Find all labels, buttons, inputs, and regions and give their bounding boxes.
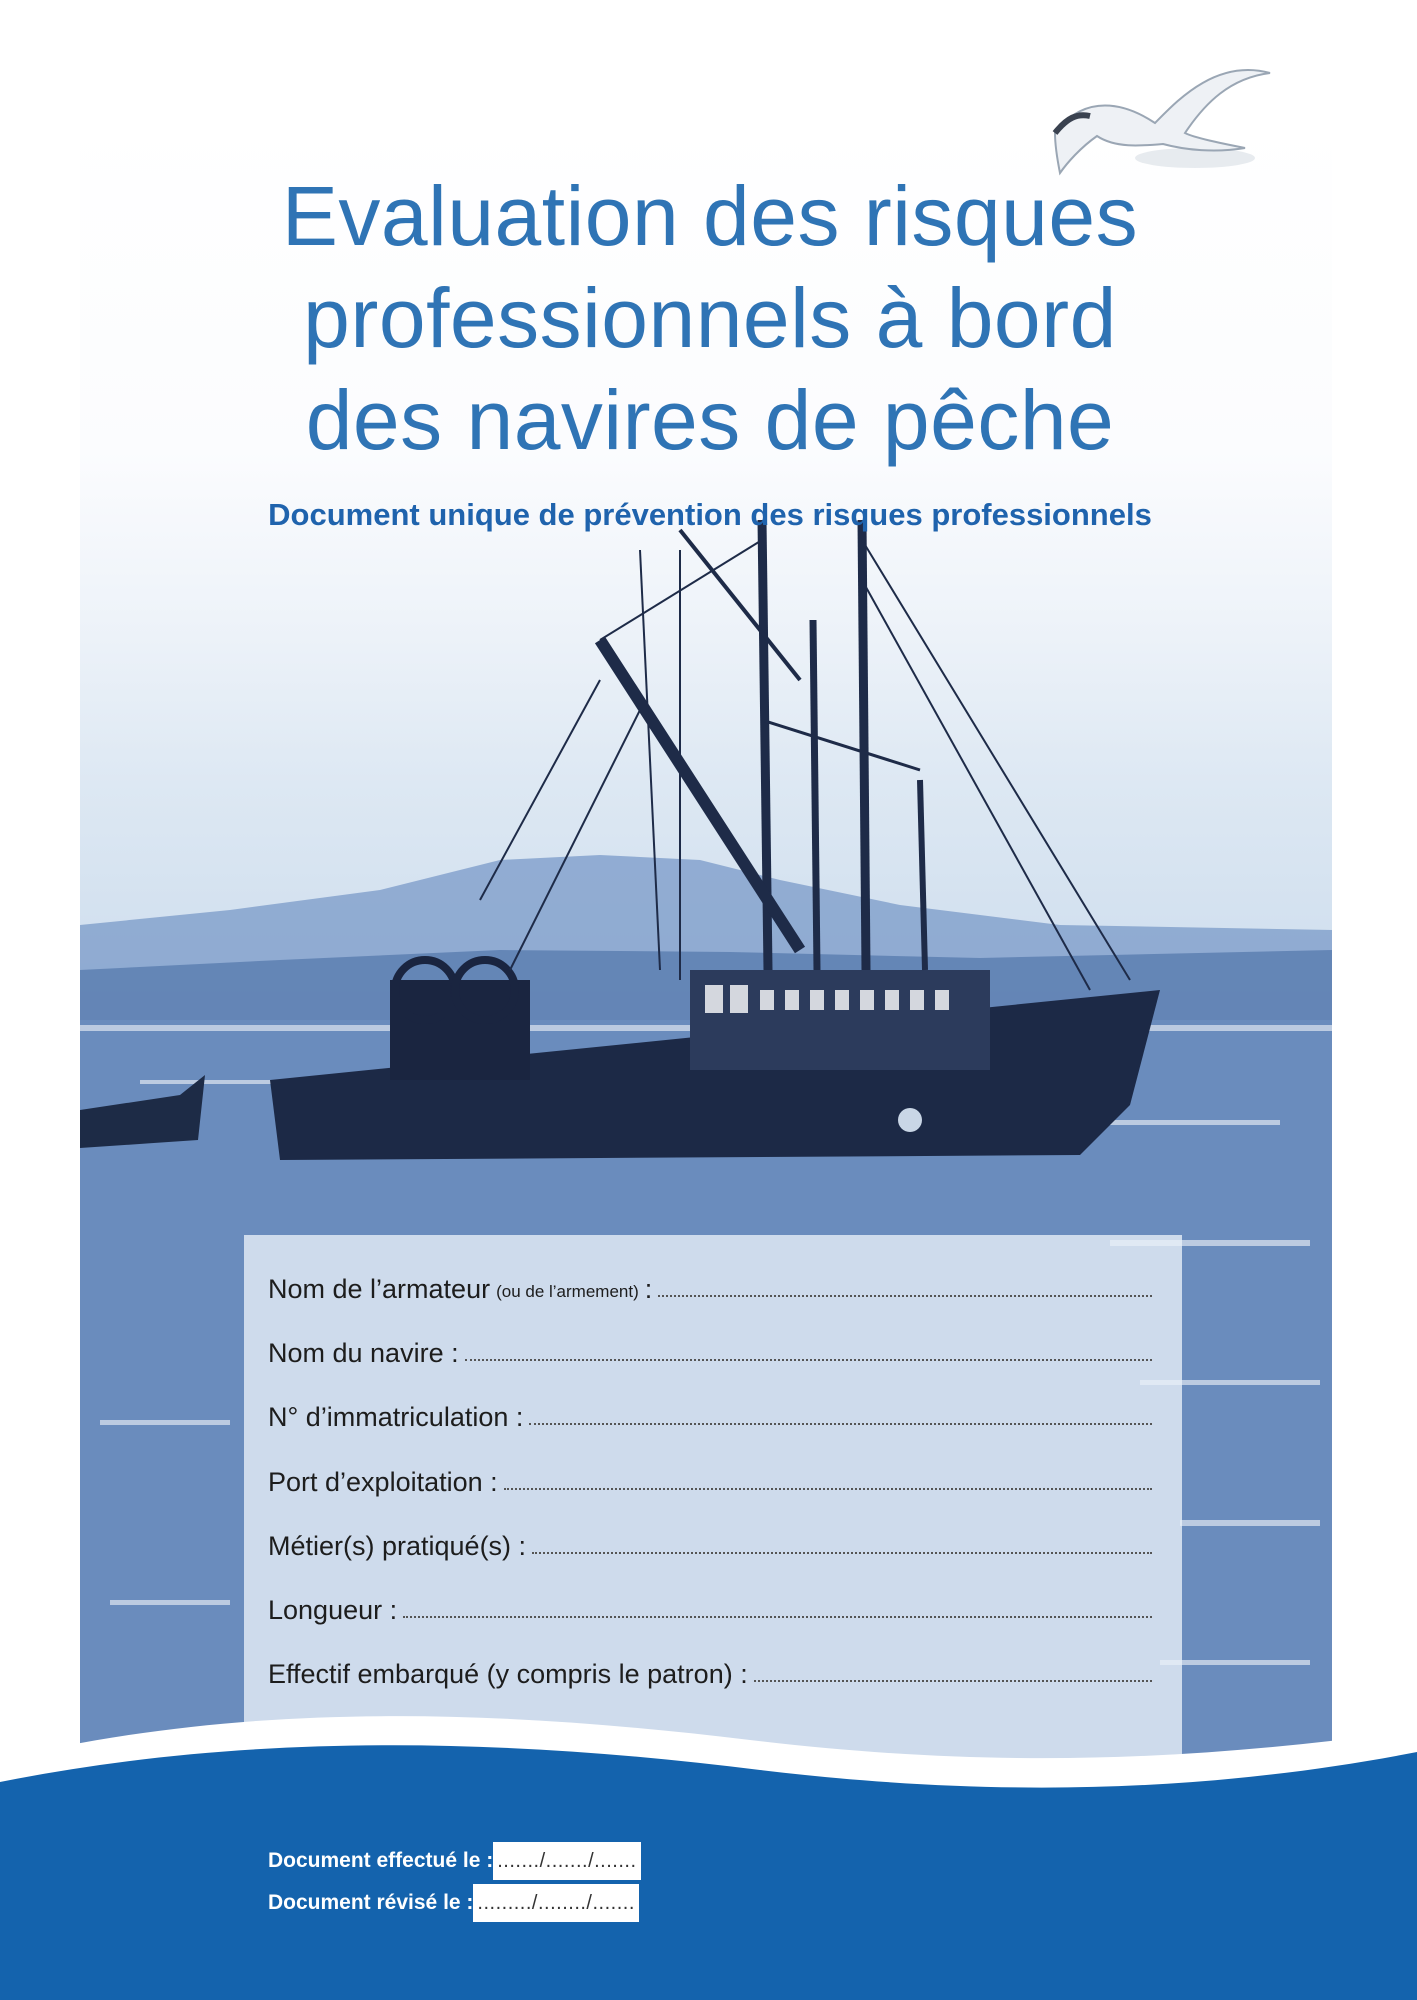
fill-line[interactable] — [529, 1422, 1152, 1425]
footer-wave — [0, 1700, 1417, 2000]
document-subtitle: Document unique de prévention des risques professionnels — [268, 497, 1152, 532]
date-effectue — [268, 1842, 641, 1880]
title-line: des navires de pêche — [305, 373, 1115, 467]
title-line: Evaluation des risques — [281, 169, 1139, 263]
fill-line[interactable] — [465, 1358, 1152, 1361]
field-metiers[interactable] — [268, 1522, 1152, 1562]
field-label: Effectif embarqué (y compris le patron) : — [268, 1659, 748, 1689]
field-label: Longueur : — [268, 1595, 398, 1625]
field-effectif[interactable] — [268, 1650, 1152, 1690]
fill-line[interactable] — [754, 1679, 1152, 1682]
document-title — [180, 165, 1240, 471]
field-colon: : — [644, 1274, 653, 1304]
field-label: N° d’immatriculation : — [268, 1402, 524, 1432]
field-note: (ou de l’armement) — [496, 1282, 639, 1301]
field-longueur[interactable] — [268, 1586, 1152, 1626]
fill-line[interactable] — [532, 1551, 1152, 1554]
field-immatriculation[interactable] — [268, 1393, 1152, 1433]
fill-line[interactable] — [658, 1294, 1152, 1297]
field-label: Port d’exploitation : — [268, 1467, 498, 1497]
date-label: Document révisé le : — [268, 1891, 474, 1914]
field-label: Nom de l’armateur — [268, 1274, 491, 1304]
seagull-icon — [1045, 48, 1285, 178]
field-armateur[interactable] — [268, 1265, 1152, 1305]
date-revise — [268, 1884, 639, 1922]
date-input[interactable]: ........./......../....... — [473, 1884, 638, 1922]
title-line: professionnels à bord — [303, 271, 1117, 365]
field-nom-navire[interactable] — [268, 1329, 1152, 1369]
date-label: Document effectué le : — [268, 1849, 494, 1872]
field-port[interactable] — [268, 1458, 1152, 1498]
fill-line[interactable] — [504, 1487, 1152, 1490]
date-input[interactable]: ......./......./....... — [493, 1842, 640, 1880]
fill-line[interactable] — [403, 1615, 1152, 1618]
field-label: Métier(s) pratiqué(s) : — [268, 1531, 527, 1561]
field-label: Nom du navire : — [268, 1338, 459, 1368]
